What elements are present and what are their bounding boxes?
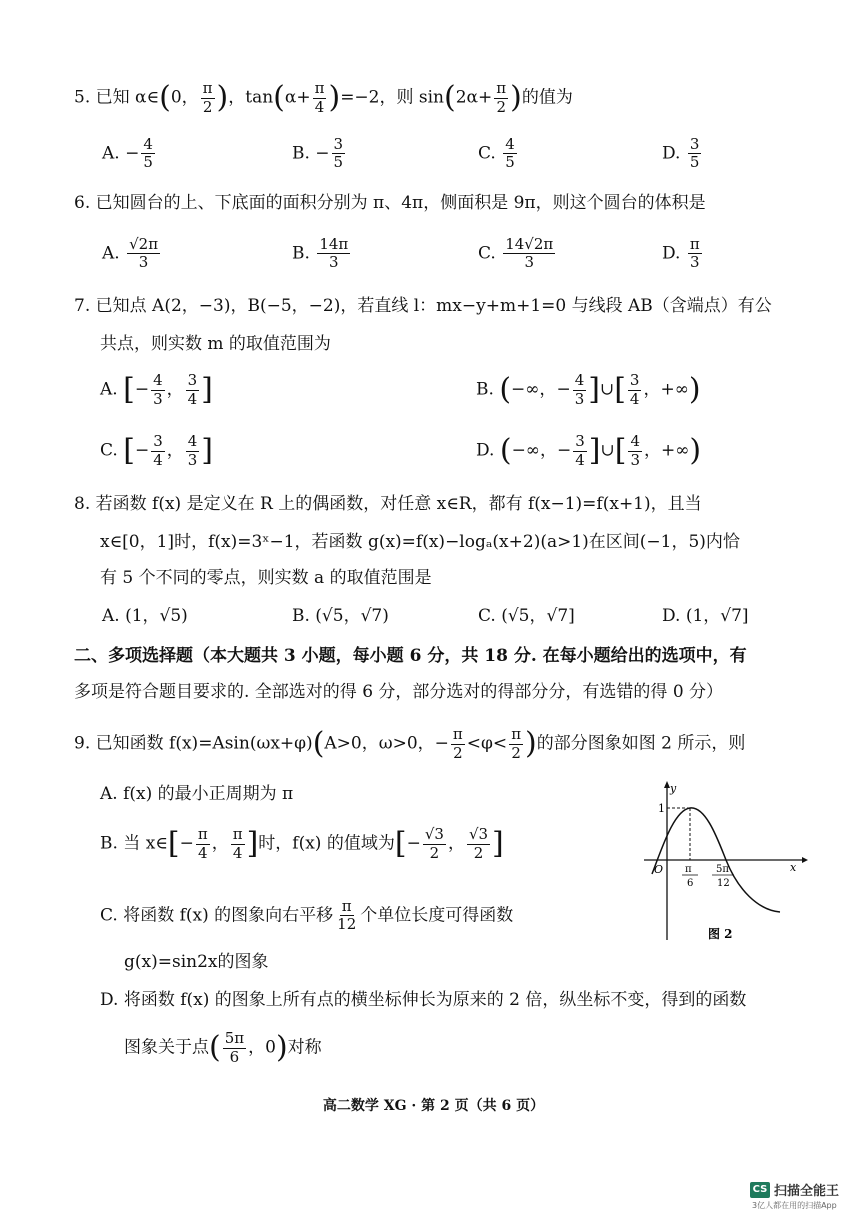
tick-pi-6-numerator: π [685,864,692,875]
q9-option-b: B. 当 x∈[− $\frac{\pi}{4}$ ， $\frac{\pi}{4}$ ]时，f(x) 的值域为[− $\frac{√3}{2}$ ， $\frac{√3}{2}$ ] [100,825,504,862]
q5-option-c: C. $\frac{4}{5}$ [478,135,515,172]
q9-option-c-line-1: C. 将函数 f(x) 的图象向右平移 $\frac{\pi}{12}$ 个单位长度可得函数 [100,897,514,934]
q6-option-a: A. $\frac{√2\pi}{3}$ [102,235,159,272]
q8-option-a: A. (1，√5) [102,606,188,626]
q5-option-b: B. − $\frac{3}{5}$ [292,135,344,172]
q7-option-d: D. (−∞，− $\frac{3}{4}$ ]∪[ $\frac{4}{3}$ ，+∞) [476,432,702,469]
page-footer: 高二数学 XG · 第 2 页（共 6 页） [322,1098,545,1114]
scanner-logo: CS [750,1182,770,1198]
q8-line-2: x∈[0，1]时，f(x)=3ˣ−1，若函数 g(x)=f(x)−logₐ(x+2)(a>1)在区间(−1，5)内恰 [100,532,740,552]
q6-stem: 6. 已知圆台的上、下底面的面积分别为 π、4π，侧面积是 9π，则这个圆台的体积是 [74,193,706,213]
q8-line-1: 8. 若函数 f(x) 是定义在 R 上的偶函数，对任意 x∈R，都有 f(x−1)=f(x+1)，且当 [74,494,702,514]
q6-option-b: B. $\frac{14\pi}{3}$ [292,235,349,272]
x-axis-arrow-icon [802,857,808,863]
q6-option-d: D. $\frac{\pi}{3}$ [662,235,700,272]
section-2-header-line-1: 二、多项选择题（本大题共 3 小题，每小题 6 分，共 18 分. 在每小题给出的选项中，有 [74,646,747,666]
q8-option-c: C. (√5，√7] [478,606,575,626]
q9-option-c-line-2: g(x)=sin2x的图象 [124,952,269,972]
scanner-watermark [750,1180,839,1199]
q7-line-1: 7. 已知点 A(2，−3)，B(−5，−2)，若直线 l：mx−y+m+1=0 与线段 AB（含端点）有公 [74,296,772,316]
q7-option-a: A. [− $\frac{4}{3}$ ， $\frac{3}{4}$ ] [100,371,213,408]
q8-option-b: B. (√5，√7) [292,606,389,626]
q9-stem: 9. 已知函数 f(x)=Asin(ωx+φ)(A>0，ω>0，− $\frac{\pi}{2}$ <φ< $\frac{\pi}{2}$ )的部分图象如图 2 所示，则 [74,725,746,762]
figure-2-graph [640,778,810,948]
scanner-app-name: 扫描全能王 [774,1184,840,1199]
q5-option-d: D. $\frac{3}{5}$ [662,135,700,172]
q7-line-2: 共点，则实数 m 的取值范围为 [100,334,331,354]
section-2-header-line-2: 多项是符合题目要求的. 全部选对的得 6 分，部分选对的得部分分，有选错的得 0 分） [74,682,724,702]
y-max-label: 1 [658,802,665,815]
scanner-tagline: 3亿人都在用的扫描App [752,1201,837,1210]
q7-option-c: C. [− $\frac{3}{4}$ ， $\frac{4}{3}$ ] [100,432,213,469]
tick-pi-6-denominator: 6 [687,878,694,889]
q5-stem: 5. 已知 α∈(0， $\frac{\pi}{2}$ )，tan(α+ $\frac{\pi}{4}$ )=−2，则 sin(2α+ $\frac{\pi}{2}$ )的值为 [74,79,573,116]
q5-option-a: A. − $\frac{4}{5}$ [102,135,153,172]
y-axis-label: y [670,782,677,795]
q9-option-d-line-2: 图象关于点( $\frac{5\pi}{6}$ ，0)对称 [124,1029,322,1066]
tick-5pi-12-denominator: 12 [717,878,730,889]
q8-line-3: 有 5 个不同的零点，则实数 a 的取值范围是 [100,568,432,588]
q9-option-d-line-1: D. 将函数 f(x) 的图象上所有点的横坐标伸长为原来的 2 倍，纵坐标不变，得到的函数 [100,990,747,1010]
origin-label: O [654,863,664,876]
figure-caption: 图 2 [708,927,733,941]
q9-option-a: A. f(x) 的最小正周期为 π [100,784,294,804]
q8-option-d: D. (1，√7] [662,606,749,626]
x-axis-label: x [790,861,797,874]
q6-option-c: C. $\frac{14√2\pi}{3}$ [478,235,554,272]
q7-option-b: B. (−∞，− $\frac{4}{3}$ ]∪[ $\frac{3}{4}$ ，+∞) [476,371,701,408]
tick-5pi-12-numerator: 5π [716,864,729,875]
